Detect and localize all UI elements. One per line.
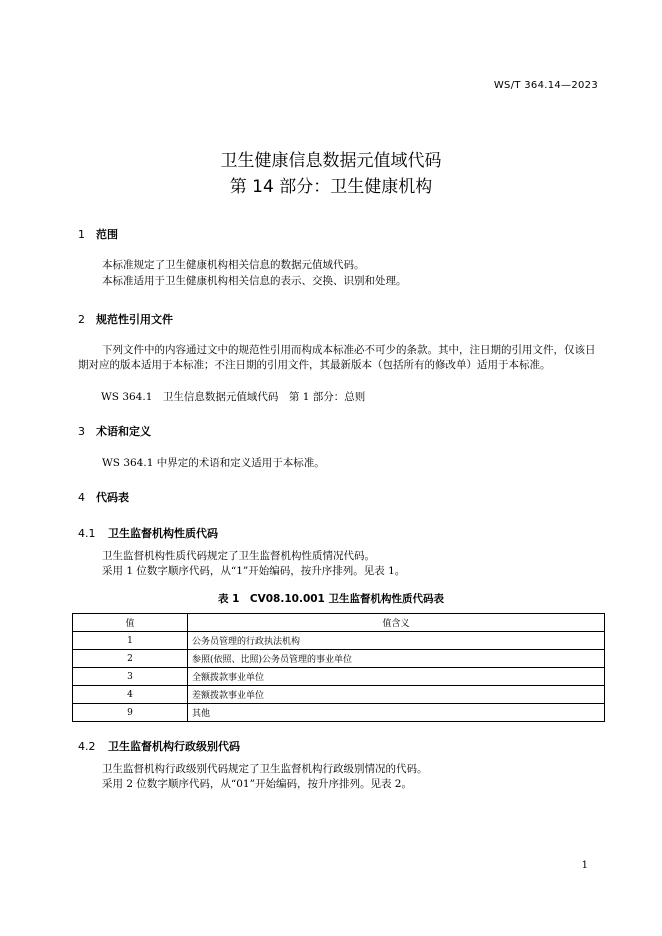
subsection-number: 4.2 (78, 740, 96, 753)
scope-paragraph-1: 本标准规定了卫生健康机构相关信息的数据元值域代码。 (102, 259, 365, 271)
title-line-1: 卫生健康信息数据元值域代码 (220, 151, 442, 171)
section-4-heading (78, 489, 129, 505)
code-table-1 (72, 613, 605, 722)
subsection-title: 卫生监督机构性质代码 (108, 527, 218, 540)
scope-paragraph-2: 本标准适用于卫生健康机构相关信息的表示、交换、识别和处理。 (102, 275, 407, 287)
table-row (73, 668, 605, 686)
subsection-4-2-paragraph-2: 采用 2 位数字顺序代码，从“01”开始编码，按升序排列。见表 2。 (102, 778, 412, 790)
subsection-4-1-paragraph-1: 卫生监督机构性质代码规定了卫生监督机构性质情况代码。 (102, 550, 375, 562)
section-3-heading (78, 423, 151, 439)
header-value: 值 (73, 614, 188, 632)
code-meaning: 差额拨款事业单位 (188, 686, 605, 704)
section-number: 3 (78, 425, 85, 438)
code-meaning: 公务员管理的行政执法机构 (188, 632, 605, 650)
code-value: 2 (73, 650, 188, 668)
code-meaning: 全额拨款事业单位 (188, 668, 605, 686)
code-value: 9 (73, 704, 188, 722)
table-row (73, 686, 605, 704)
section-2-heading (78, 311, 173, 327)
table-row (73, 704, 605, 722)
subsection-4-1-heading (78, 525, 218, 541)
header-meaning: 值含义 (188, 614, 605, 632)
table-1-caption: 表 1 CV08.10.001 卫生监督机构性质代码表 (217, 593, 445, 605)
subsection-4-2-paragraph-1: 卫生监督机构行政级别代码规定了卫生监督机构行政级别情况的代码。 (102, 763, 428, 775)
code-value: 1 (73, 632, 188, 650)
section-number: 2 (78, 313, 85, 326)
section-title: 代码表 (96, 491, 129, 504)
code-value: 3 (73, 668, 188, 686)
table-row (73, 650, 605, 668)
section-number: 4 (78, 491, 85, 504)
code-meaning: 参照(依照、比照)公务员管理的事业单位 (188, 650, 605, 668)
subsection-4-2-heading (78, 738, 240, 754)
section-1-heading (78, 226, 118, 242)
referenced-document: WS 364.1 卫生信息数据元值域代码 第 1 部分：总则 (101, 391, 366, 403)
subsection-title: 卫生监督机构行政级别代码 (108, 740, 240, 753)
code-value: 4 (73, 686, 188, 704)
standard-code: WS/T 364.14—2023 (493, 80, 598, 91)
subsection-4-1-paragraph-2: 采用 1 位数字顺序代码，从“1”开始编码，按升序排列。见表 1。 (102, 565, 406, 577)
subsection-number: 4.1 (78, 527, 96, 540)
section-title: 规范性引用文件 (96, 313, 173, 326)
code-meaning: 其他 (188, 704, 605, 722)
table-row (73, 632, 605, 650)
section-number: 1 (78, 228, 85, 241)
title-line-2: 第 14 部分：卫生健康机构 (229, 177, 433, 197)
section-title: 术语和定义 (96, 425, 151, 438)
table-header-row (73, 614, 605, 632)
normative-references-paragraph: 下列文件中的内容通过文中的规范性引用而构成本标准必不可少的条款。其中，注日期的引用文件，仅该日期对应的版本适用于本标准；不注日期的引用文件，其最新版本（包括所有的修改单）适用于本标准。 (78, 344, 596, 371)
section-title: 范围 (96, 228, 118, 241)
terms-paragraph: WS 364.1 中界定的术语和定义适用于本标准。 (102, 457, 325, 469)
page-number: 1 (581, 860, 588, 871)
